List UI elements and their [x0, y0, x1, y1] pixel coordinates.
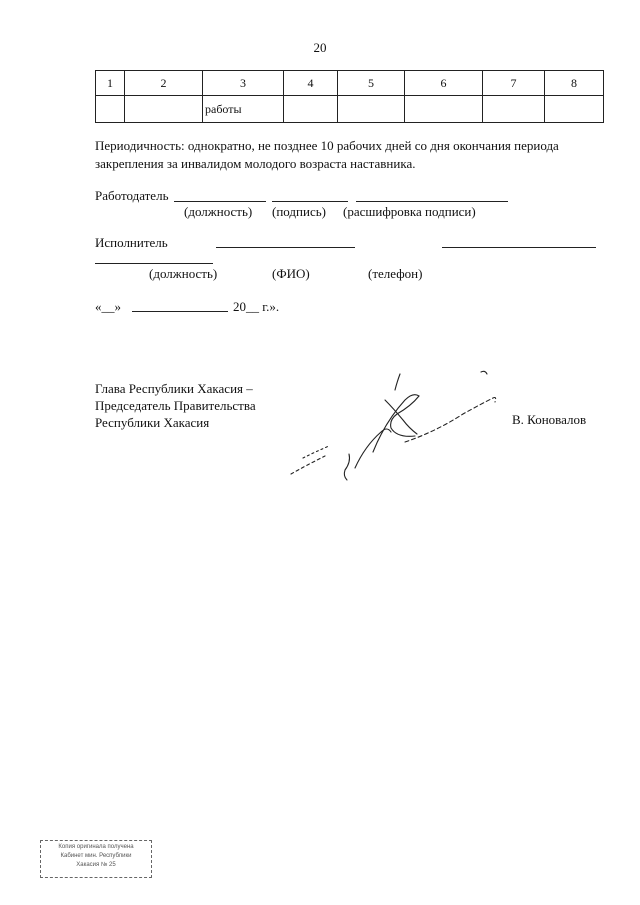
- table-cell: работы: [203, 96, 284, 123]
- table-header-row: [96, 71, 604, 96]
- table-cell: [125, 96, 203, 123]
- table-header-cell: 1: [96, 71, 125, 96]
- executor-label: Исполнитель: [95, 235, 168, 250]
- signatory-title-line-3: Республики Хакасия: [95, 415, 210, 430]
- date-year: 20__ г.».: [233, 299, 280, 314]
- table-cell: [284, 96, 338, 123]
- executor-caption-position: (должность): [149, 266, 218, 281]
- table-cell: [545, 96, 604, 123]
- employer-caption-decoding: (расшифровка подписи): [343, 204, 476, 219]
- table-header-cell: 3: [203, 71, 284, 96]
- stamp-line-2: Кабинет мин. Республики: [60, 853, 132, 859]
- signatory-title-line-2: Председатель Правительства: [95, 398, 256, 413]
- table-header-cell: 4: [284, 71, 338, 96]
- table-cell: [338, 96, 405, 123]
- page-number: 20: [313, 40, 327, 55]
- periodicity-line-2: закрепления за инвалидом молодого возраста наставника.: [95, 156, 416, 171]
- date-month-line: [132, 311, 228, 312]
- periodicity-line-1: Периодичность: однократно, не позднее 10 рабочих дней со дня окончания периода: [95, 138, 559, 153]
- stamp-line-3: Хакасия № 25: [76, 862, 116, 868]
- employer-caption-signature: (подпись): [272, 204, 326, 219]
- executor-fio-line: [442, 247, 596, 248]
- table-header-cell: 5: [338, 71, 405, 96]
- executor-phone-line: [95, 263, 213, 264]
- stamp-line-1: Копия оригинала получена: [58, 844, 134, 850]
- employer-caption-position: (должность): [184, 204, 253, 219]
- table-header-cell: 6: [405, 71, 483, 96]
- periodicity-paragraph: [95, 137, 605, 173]
- handwritten-signature: [285, 362, 510, 487]
- signatory-title: [95, 380, 256, 431]
- data-table: [95, 70, 604, 123]
- executor-position-line: [216, 247, 355, 248]
- table-header-cell: 7: [483, 71, 545, 96]
- table-cell: [405, 96, 483, 123]
- executor-caption-fio: (ФИО): [272, 266, 310, 281]
- employer-decoding-line: [356, 201, 508, 202]
- executor-caption-phone: (телефон): [368, 266, 423, 281]
- employer-signature-line: [272, 201, 348, 202]
- copy-stamp: [40, 840, 152, 878]
- signatory-title-line-1: Глава Республики Хакасия –: [95, 381, 253, 396]
- table-cell: [96, 96, 125, 123]
- table-header-cell: 2: [125, 71, 203, 96]
- employer-position-line: [174, 201, 266, 202]
- table-cell: [483, 96, 545, 123]
- signatory-name: В. Коновалов: [512, 412, 587, 427]
- table-header-cell: 8: [545, 71, 604, 96]
- employer-label: Работодатель: [95, 188, 169, 203]
- date-day: «__»: [95, 299, 121, 314]
- table-row: [96, 96, 604, 123]
